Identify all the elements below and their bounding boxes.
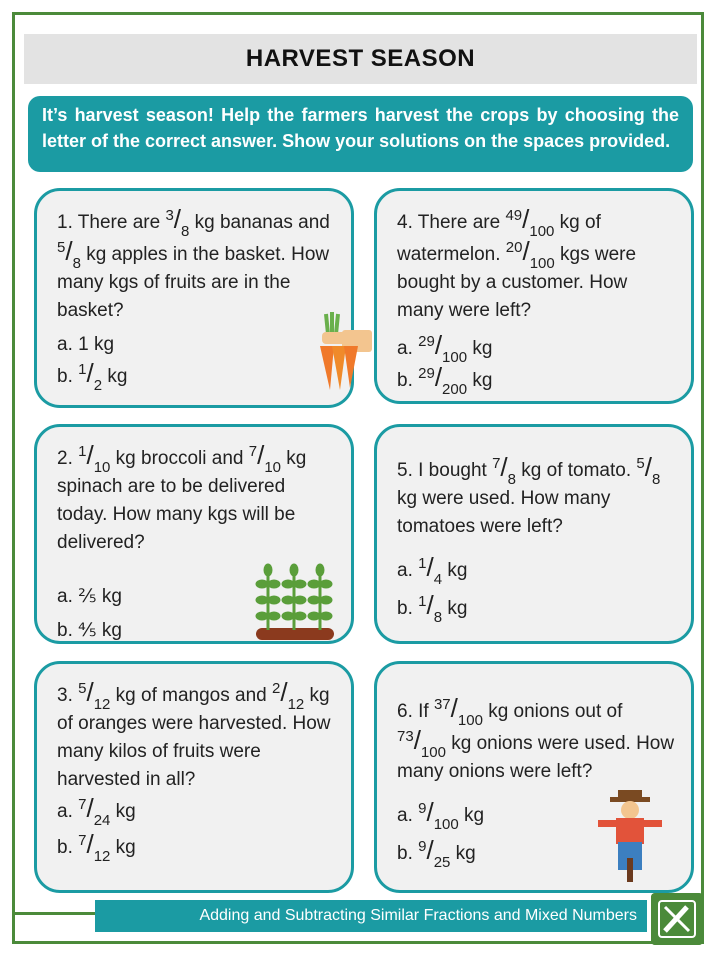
fraction: $^2/_{12}$ [272,677,305,713]
fraction: $^7/_{24}$ [78,793,111,829]
answer-option-b[interactable]: b. $^{29}/_{200}$ kg [397,362,493,398]
fraction: $^{37}/_{100}$ [433,693,483,729]
footer-banner: Adding and Subtracting Similar Fractions and Mixed Numbers [95,900,647,932]
answer-option-b[interactable]: b. $^1/_2$ kg [57,358,128,394]
fraction: $^5/_{12}$ [78,677,111,713]
question-text: 4. There are $^{49}/_{100}$ kg of watermelon. $^{20}/_{100}$ kgs were bought by a customer. How many were left? [397,204,637,321]
fraction: $^9/_{100}$ [418,797,459,833]
question-text: 6. If $^{37}/_{100}$ kg onions out of $^{73}/_{100}$ kg onions were used. How many onions were left? [397,693,675,782]
answer-option-a[interactable]: a. $^9/_{100}$ kg [397,797,485,833]
answer-option-b[interactable]: b. ⅘ kg [57,620,122,641]
answer-option-a[interactable]: a. $^{29}/_{100}$ kg [397,330,493,366]
fraction: $^7/_{10}$ [248,440,282,476]
answer-option-b[interactable]: b. $^1/_8$ kg [397,590,468,626]
fraction: $^5/_8$ [57,236,81,272]
fraction: $^1/_{10}$ [78,440,111,476]
fraction: $^{29}/_{200}$ [418,362,468,398]
carrots-icon [302,310,376,392]
question-text: 1. There are $^3/_8$ kg bananas and $^5/_8$ kg apples in the basket. How many kgs of fruits are in the basket? [57,204,330,321]
fraction: $^1/_2$ [78,358,103,394]
question-text: 5. I bought $^7/_8$ kg of tomato. $^5/_8$ kg were used. How many tomatoes were left? [397,452,661,537]
answer-option-b[interactable]: b. $^7/_{12}$ kg [57,829,136,865]
fraction: $^1/_4$ [418,552,443,588]
question-card-5 [374,424,694,644]
question-card-4 [374,188,694,404]
fraction: $^7/_8$ [492,452,516,488]
fraction: $^{49}/_{100}$ [505,204,555,240]
instructions-banner: It’s harvest season! Help the farmers harvest the crops by choosing the letter of the correct answer. Show your solutions on the spaces provided. [28,96,693,172]
answer-option-a[interactable]: a. ⅖ kg [57,586,122,607]
fraction: $^9/_{25}$ [418,835,451,871]
fraction: $^7/_{12}$ [78,829,111,865]
fraction: $^3/_8$ [165,204,190,240]
question-card-3 [34,661,354,893]
fraction: $^1/_8$ [418,590,443,626]
fraction: $^{29}/_{100}$ [418,330,468,366]
seedlings-icon [254,562,338,642]
scarecrow-icon [596,788,666,884]
answer-option-a[interactable]: a. $^1/_4$ kg [397,552,468,588]
worksheet-title: HARVEST SEASON [24,34,697,84]
answer-option-a[interactable]: a. 1 kg [57,334,115,355]
answer-option-a[interactable]: a. $^7/_{24}$ kg [57,793,136,829]
fraction: $^{20}/_{100}$ [505,236,555,272]
fraction: $^5/_8$ [636,452,661,488]
question-text: 2. $^1/_{10}$ kg broccoli and $^7/_{10}$ kg spinach are to be delivered today. How many kgs will be delivered? [57,440,307,553]
question-text: 3. $^5/_{12}$ kg of mangos and $^2/_{12}$ kg of oranges were harvested. How many kilos of fruits were harvested in all? [57,677,331,790]
answer-option-b[interactable]: b. $^9/_{25}$ kg [397,835,476,871]
pencil-ruler-logo-icon [651,893,703,945]
fraction: $^{73}/_{100}$ [397,725,446,761]
